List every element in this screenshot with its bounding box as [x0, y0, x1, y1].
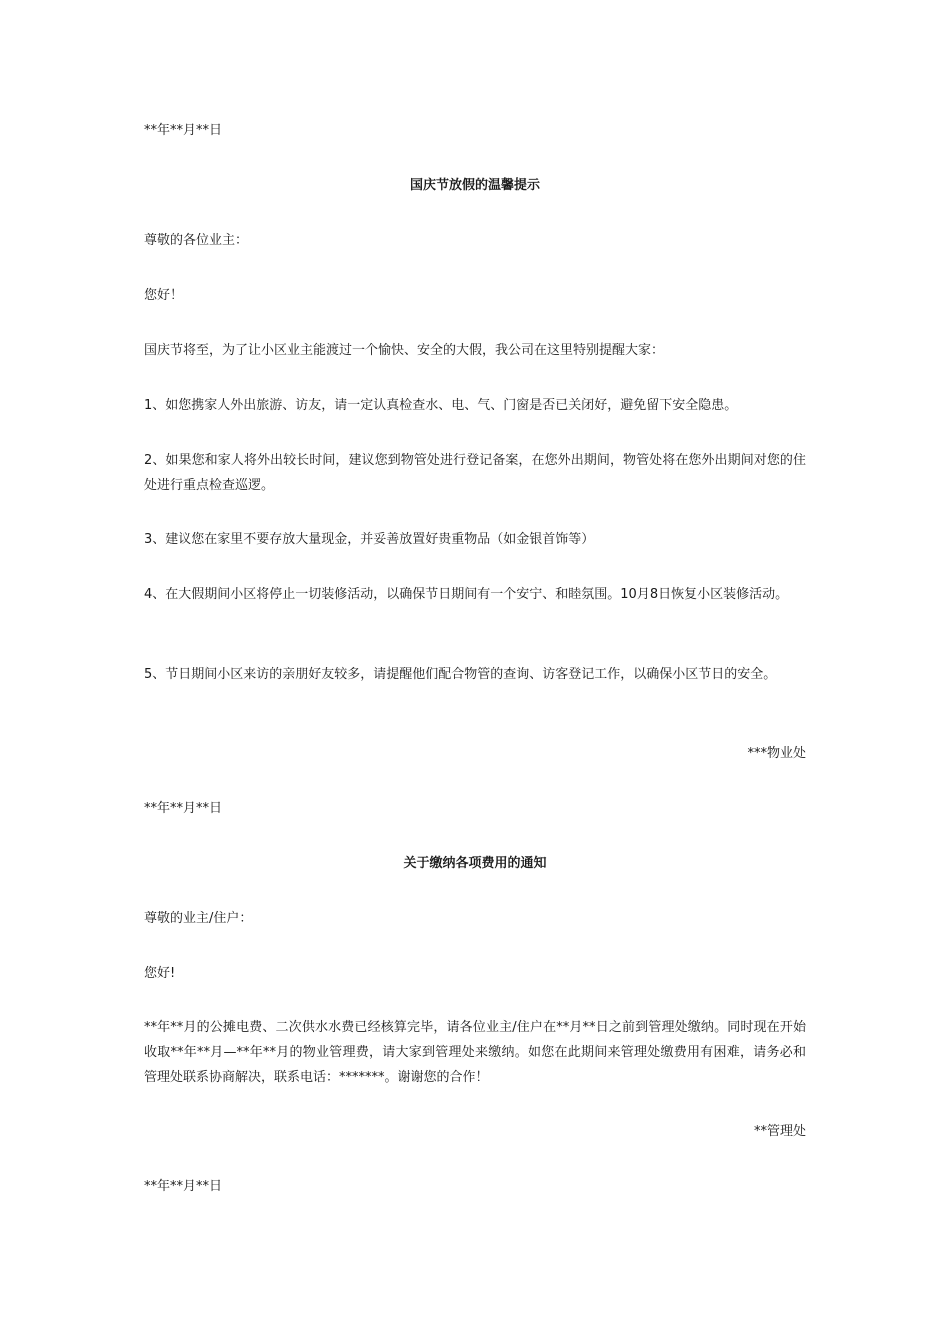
notice2-greeting: 您好! [144, 966, 176, 981]
notice1-signature: ***物业处 [747, 746, 806, 761]
notice1-item-4: 4、在大假期间小区将停止一切装修活动，以确保节日期间有一个安宁、和睦氛围。10月8日恢复小区装修活动。 [144, 587, 789, 602]
notice1-title: 国庆节放假的温馨提示 [409, 178, 540, 193]
notice1-date: **年**月**日 [144, 801, 223, 816]
top-date: **年**月**日 [144, 123, 223, 138]
notice1-item-3: 3、建议您在家里不要存放大量现金，并妥善放置好贵重物品（如金银首饰等） [144, 532, 595, 547]
notice2-date: **年**月**日 [144, 1179, 223, 1194]
notice2-title: 关于缴纳各项费用的通知 [403, 856, 547, 871]
notice1-item-1: 1、如您携家人外出旅游、访友，请一定认真检查水、电、气、门窗是否已关闭好，避免留下安全隐患。 [144, 398, 738, 413]
document-page [144, 0, 806, 1344]
notice2-salutation: 尊敬的业主/住户： [144, 911, 253, 926]
notice1-item-2: 2、如果您和家人将外出较长时间，建议您到物管处进行登记备案，在您外出期间，物管处将在您外出期间对您的住处进行重点检查巡逻。 [144, 453, 806, 493]
notice2-body: **年**月的公摊电费、二次供水水费已经核算完毕，请各位业主/住户在**月**日之前到管理处缴纳。同时现在开始收取**年**月—**年**月的物业管理费，请大家到管理处来缴纳。如您在此期间来管理处缴费用有困难，请务必和管理处联系协商解决，联系电话：*******。谢谢您的合作！ [144, 1020, 806, 1085]
notice1-greeting: 您好！ [144, 288, 184, 303]
notice1-item-5: 5、节日期间小区来访的亲朋好友较多，请提醒他们配合物管的查询、访客登记工作，以确保小区节日的安全。 [144, 667, 777, 682]
notice2-signature: **管理处 [753, 1124, 806, 1139]
notice1-intro: 国庆节将至，为了让小区业主能渡过一个愉快、安全的大假，我公司在这里特别提醒大家： [144, 343, 665, 358]
notice1-salutation: 尊敬的各位业主： [144, 233, 249, 248]
